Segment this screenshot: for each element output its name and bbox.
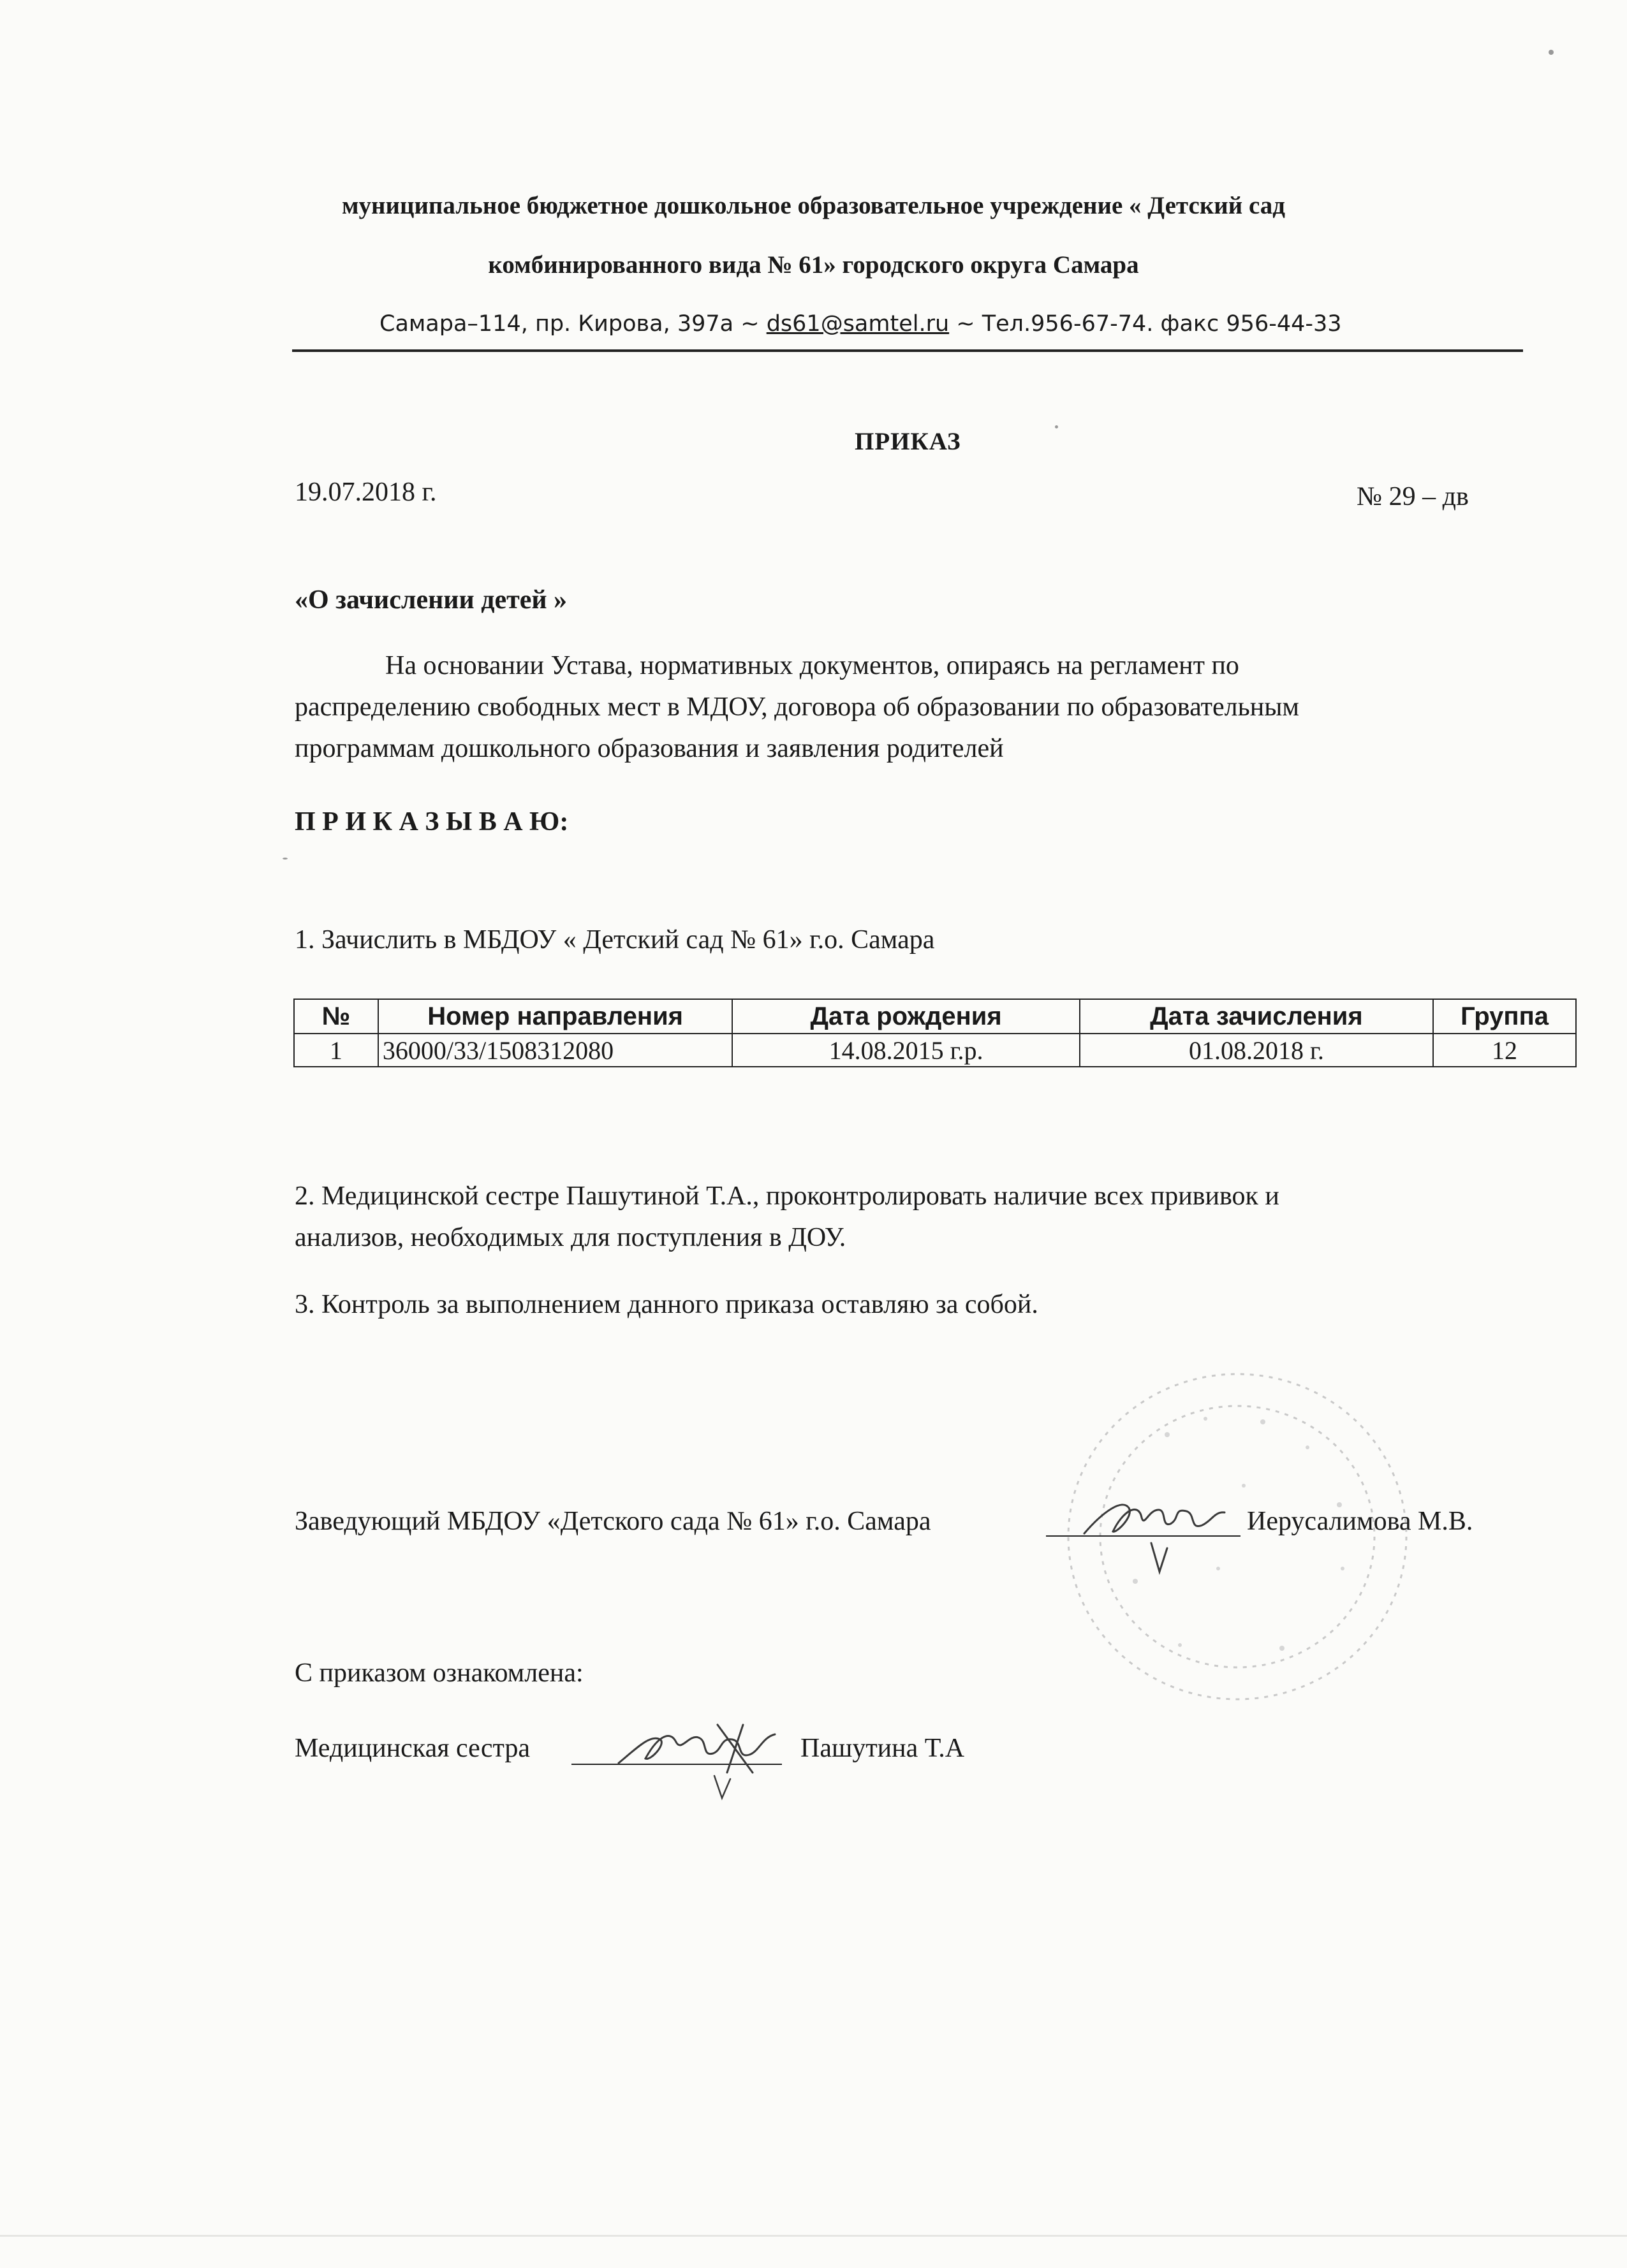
- organization-name-line-1: муниципальное бюджетное дошкольное образовательное учреждение « Детский сад: [341, 192, 1285, 219]
- item-2-line-1: 2. Медицинской сестре Пашутиной Т.А., проконтролировать наличие всех прививок и: [295, 1182, 1279, 1211]
- table-header-row: [294, 999, 1576, 1034]
- column-header-enrollment-date: Дата зачисления: [1080, 999, 1433, 1034]
- head-signature-label: Заведующий МБДОУ «Детского сада № 61» г.о. Самара: [295, 1507, 931, 1536]
- cell-enrollment-date: 01.08.2018 г.: [1080, 1034, 1433, 1067]
- basis-line-2: распределению свободных мест в МДОУ, договора об образовании по образовательным: [295, 692, 1299, 722]
- email-link[interactable]: ds61@samtel.ru: [766, 311, 950, 337]
- nurse-name: Пашутина Т.А: [800, 1734, 965, 1763]
- item-1: 1. Зачислить в МБДОУ « Детский сад № 61» г.о. Самара: [295, 925, 935, 955]
- item-3: 3. Контроль за выполнением данного приказа оставляю за собой.: [295, 1290, 1038, 1319]
- column-header-group: Группа: [1433, 999, 1576, 1034]
- cell-group: 12: [1433, 1034, 1576, 1067]
- scan-speck: [1549, 50, 1554, 55]
- cell-referral: 36000/33/1508312080: [378, 1034, 733, 1067]
- order-subject: «О зачислении детей »: [295, 585, 568, 615]
- scan-edge: [0, 2235, 1627, 2237]
- nurse-signature-label: Медицинская сестра: [295, 1734, 531, 1763]
- column-header-referral: Номер направления: [378, 999, 733, 1034]
- cell-number: 1: [294, 1034, 378, 1067]
- acknowledgement-label: С приказом ознакомлена:: [295, 1658, 584, 1688]
- scan-speck: [283, 858, 288, 860]
- header-divider: [292, 349, 1523, 352]
- scan-speck: [1055, 425, 1058, 428]
- item-2-line-2: анализов, необходимых для поступления в ДОУ.: [295, 1223, 846, 1252]
- column-header-number: №: [294, 999, 378, 1034]
- column-header-birth-date: Дата рождения: [732, 999, 1079, 1034]
- contact-line: [379, 311, 1342, 337]
- enrollment-table: [293, 999, 1577, 1067]
- head-handwritten-signature: [1078, 1473, 1244, 1581]
- head-name: Иерусалимова М.В.: [1247, 1507, 1473, 1536]
- cell-birth-date: 14.08.2015 г.р.: [732, 1034, 1079, 1067]
- order-number: № 29 – дв: [1357, 482, 1469, 511]
- table-row: [294, 1034, 1576, 1067]
- document-title: ПРИКАЗ: [855, 428, 961, 455]
- nurse-handwritten-signature: [606, 1702, 791, 1804]
- basis-line-3: программам дошкольного образования и заявления родителей: [295, 734, 1004, 763]
- address: Самара–114, пр. Кирова, 397а ~: [379, 311, 767, 337]
- phones: ~ Тел.956-67-74. факс 956-44-33: [949, 311, 1342, 337]
- organization-name-line-2: комбинированного вида № 61» городского округа Самара: [488, 251, 1139, 279]
- basis-line-1: На основании Устава, нормативных документов, опираясь на регламент по: [385, 651, 1239, 680]
- order-date: 19.07.2018 г.: [295, 478, 437, 507]
- order-word: П Р И К А З Ы В А Ю:: [295, 807, 569, 837]
